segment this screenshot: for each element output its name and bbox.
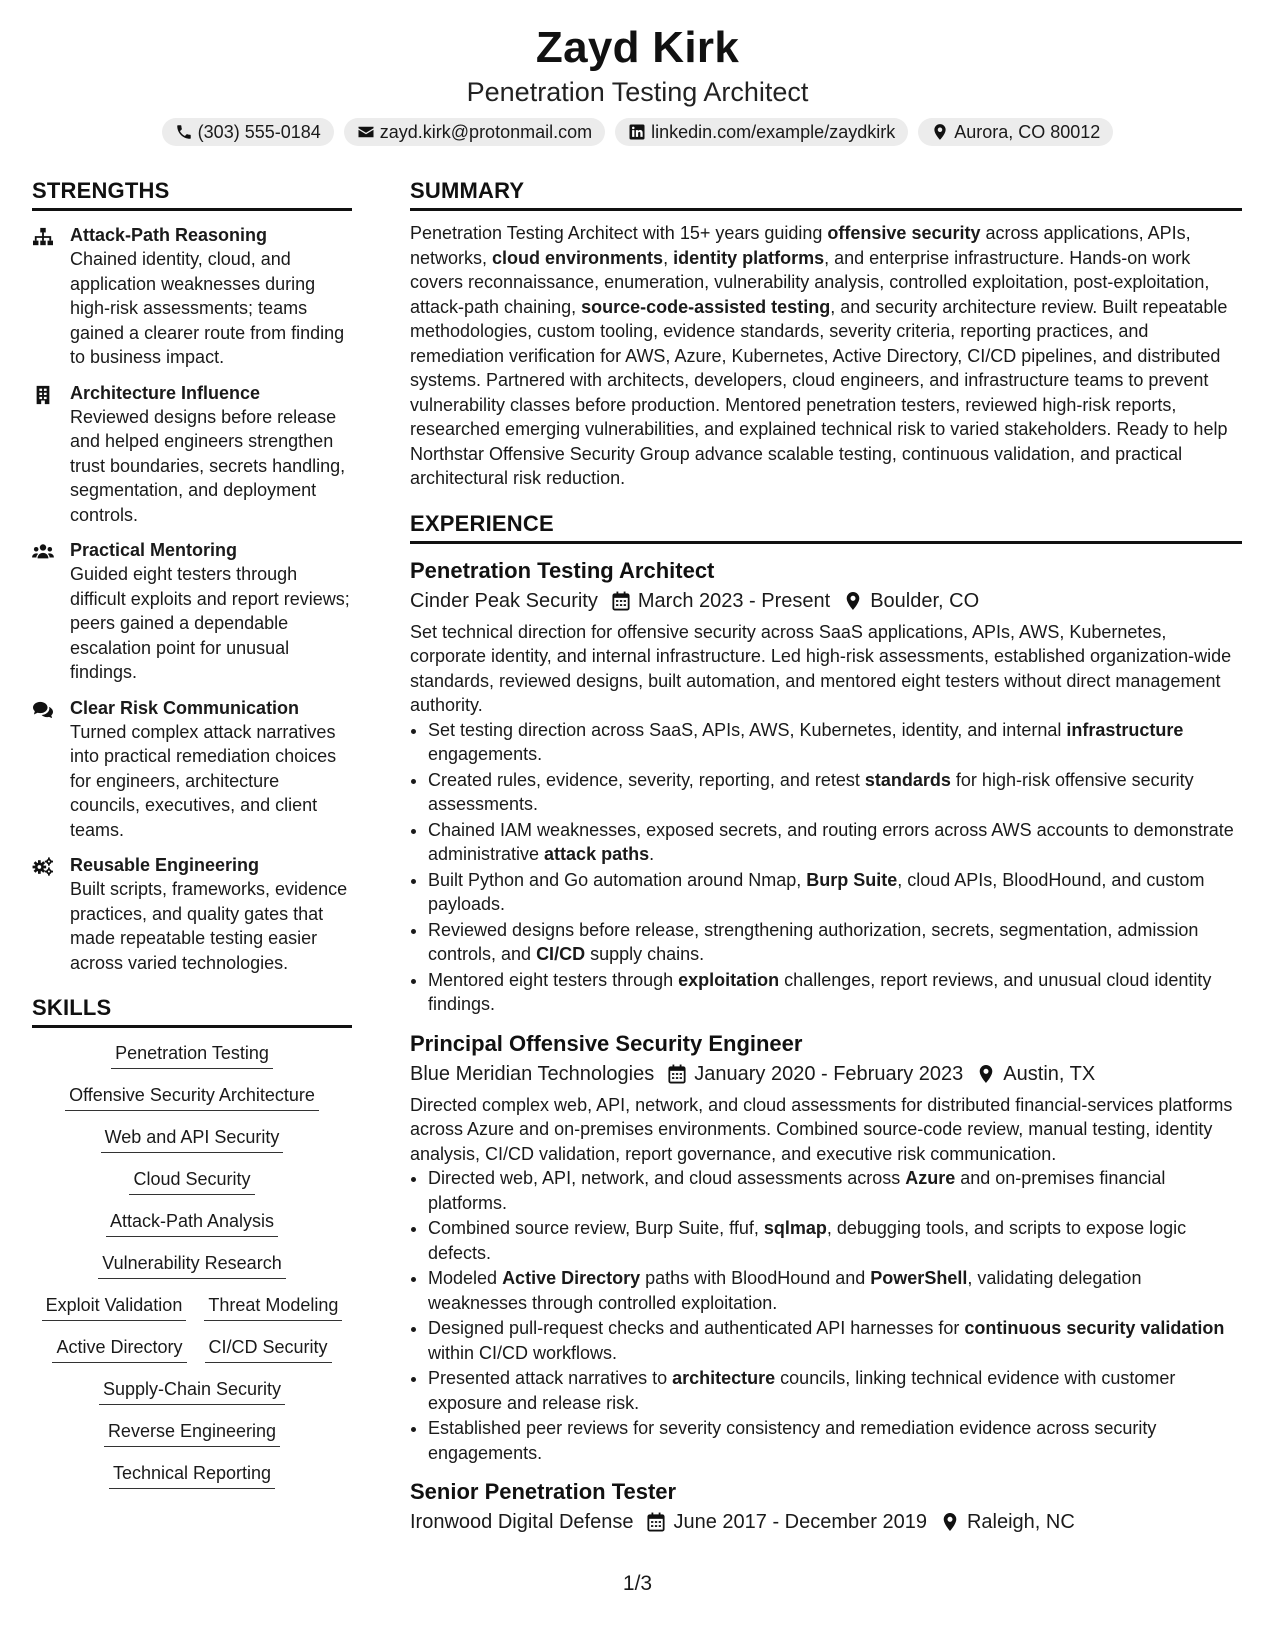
bullet-text: within CI/CD workflows. xyxy=(428,1342,618,1363)
job-location: Boulder, CO xyxy=(870,589,980,612)
summary-heading: SUMMARY xyxy=(410,176,1242,211)
bullet-item xyxy=(428,1416,1242,1465)
summary-text: Penetration Testing Architect with 15+ years guiding xyxy=(410,223,828,243)
skills-list xyxy=(32,1040,352,1489)
job-company: Blue Meridian Technologies xyxy=(410,1062,655,1085)
summary-section xyxy=(410,176,1242,491)
bullet-bold: attack paths xyxy=(544,844,650,864)
skill-row xyxy=(32,1208,352,1237)
skill-tag: Active Directory xyxy=(52,1334,186,1363)
skill-row xyxy=(32,1460,352,1489)
bullet-bold: Azure xyxy=(905,1168,956,1188)
job-entry xyxy=(410,1477,1242,1537)
bullet-text: Established peer reviews for severity consistency and remediation evidence across security engagements. xyxy=(428,1418,1157,1463)
bullet-bold: standards xyxy=(864,769,951,790)
bullet-bold: architecture xyxy=(672,1368,776,1388)
summary-text: , and security architecture review. Built repeatable methodologies, custom tooling, evidence standards, severity criteria, reporting practices, and remediation verification for AWS, Azure, Kubernetes, Active Directory, CI/CD pipelines, and distributed systems. Partnered with architects, developers, cloud engineers, and infrastructure teams to prevent vulnerability classes before production. Mentored penetration testers, reviewed high-risk reports, researched emerging vulnerabilities, and explained technical risk to varied stakeholders. Ready to help Northstar Offensive Security Group advance scalable testing, continuous validation, and practical architectural risk reduction. xyxy=(410,296,1228,488)
skill-row xyxy=(32,1040,352,1069)
page-number: 1/3 xyxy=(622,1572,653,1595)
bullet-text: councils, linking technical evidence with customer exposure and release risk. xyxy=(428,1368,1176,1413)
strength-item xyxy=(32,381,352,528)
strength-description: Reviewed designs before release and helped engineers strengthen trust boundaries, secrets handling, segmentation, and deployment controls. xyxy=(70,406,346,525)
comments-icon xyxy=(32,696,70,843)
bullet-text: for high-risk offensive security assessments. xyxy=(428,769,1194,814)
map-pin-icon xyxy=(963,1064,1003,1084)
bullet-text: engagements. xyxy=(428,744,543,764)
bullet-text: Reviewed designs before release, strengthening authorization, secrets, segmentation, admission controls, and xyxy=(428,919,1199,964)
calendar-icon xyxy=(598,591,638,611)
bullet-bold: continuous security validation xyxy=(964,1318,1225,1338)
contact-email-text: zayd.kirk@protonmail.com xyxy=(379,122,593,142)
job-description: Set technical direction for offensive security across SaaS applications, APIs, AWS, Kubernetes, corporate identity, and internal infrastructure. Led high-risk assessments, established organization-wide standards, reviewed designs, built automation, and mentored eight testers without direct management authority. xyxy=(410,621,1232,715)
strength-description: Turned complex attack narratives into practical remediation choices for engineers, architecture councils, executives, and client teams. xyxy=(70,721,337,840)
bullet-item xyxy=(428,868,1242,917)
map-pin-icon xyxy=(830,591,870,611)
linkedin-icon xyxy=(628,123,646,141)
strength-item xyxy=(32,696,352,843)
strength-description: Guided eight testers through difficult exploits and report reviews; peers gained a dependable escalation point for unusual findings. xyxy=(70,564,350,682)
summary-text xyxy=(410,221,1242,491)
job-dates: March 2023 - Present xyxy=(637,589,831,612)
bullet-bold: exploitation xyxy=(678,969,780,990)
skill-row xyxy=(32,1292,352,1321)
bullet-bold: Burp Suite xyxy=(806,869,898,890)
summary-bold: offensive security xyxy=(827,223,981,243)
skill-tag: Supply-Chain Security xyxy=(99,1376,285,1405)
job-title: Senior Penetration Tester xyxy=(410,1479,677,1504)
job-list xyxy=(410,556,1242,1538)
bullet-item xyxy=(428,1216,1242,1265)
bullet-text: Designed pull-request checks and authenticated API harnesses for xyxy=(428,1318,965,1338)
job-dates: January 2020 - February 2023 xyxy=(694,1062,964,1085)
sitemap-icon xyxy=(32,223,70,370)
envelope-icon xyxy=(357,123,375,141)
strength-title: Practical Mentoring xyxy=(70,540,238,560)
left-column xyxy=(32,176,352,1502)
bullet-text: , validating delegation weaknesses through controlled exploitation. xyxy=(428,1268,1142,1313)
summary-bold: cloud environments xyxy=(492,247,664,268)
contact-email[interactable] xyxy=(344,118,605,146)
candidate-title: Penetration Testing Architect xyxy=(466,77,809,107)
gears-icon xyxy=(32,853,70,975)
bullet-item xyxy=(428,1316,1242,1365)
map-pin-icon xyxy=(931,123,949,141)
phone-icon xyxy=(175,123,193,141)
calendar-icon xyxy=(654,1064,694,1084)
bullet-text: and on-premises financial platforms. xyxy=(428,1168,1166,1213)
skill-row xyxy=(32,1418,352,1447)
resume-header xyxy=(0,0,1275,146)
strength-item xyxy=(32,538,352,685)
bullet-item xyxy=(428,1266,1242,1315)
bullet-text: challenges, report reviews, and unusual cloud identity findings. xyxy=(428,969,1212,1014)
skill-row xyxy=(32,1376,352,1405)
job-bullets xyxy=(410,718,1242,1017)
skill-tag: CI/CD Security xyxy=(205,1334,332,1363)
contact-location[interactable] xyxy=(918,118,1113,146)
strength-item xyxy=(32,853,352,975)
strengths-section xyxy=(32,176,352,975)
bullet-text: . xyxy=(649,844,655,864)
skill-tag: Threat Modeling xyxy=(204,1292,342,1321)
skill-tag: Technical Reporting xyxy=(109,1460,275,1489)
contact-phone-text: (303) 555-0184 xyxy=(197,122,321,142)
summary-text: across applications, APIs, networks, xyxy=(410,223,1191,268)
contact-linkedin-text: linkedin.com/example/zaydkirk xyxy=(651,122,896,142)
skill-row xyxy=(32,1334,352,1363)
summary-text: , and enterprise infrastructure. Hands-on work covers reconnaissance, enumeration, vulnerability analysis, controlled exploitation, post-exploitation, attack-path chaining, xyxy=(410,247,1210,317)
contact-phone[interactable] xyxy=(162,118,334,146)
strengths-heading: STRENGTHS xyxy=(32,176,352,211)
contact-location-text: Aurora, CO 80012 xyxy=(954,122,1101,142)
skill-tag: Attack-Path Analysis xyxy=(106,1208,278,1237)
map-pin-icon xyxy=(927,1512,967,1532)
job-entry xyxy=(410,556,1242,1017)
skill-tag: Exploit Validation xyxy=(42,1292,187,1321)
bullet-item xyxy=(428,1166,1242,1215)
job-bullets xyxy=(410,1166,1242,1465)
job-location: Austin, TX xyxy=(1003,1062,1096,1085)
summary-bold: source-code-assisted testing xyxy=(581,296,831,317)
bullet-text: Modeled xyxy=(428,1268,503,1288)
job-title: Penetration Testing Architect xyxy=(410,557,715,583)
contact-bar xyxy=(0,118,1275,146)
right-column xyxy=(410,176,1242,1549)
strength-description: Chained identity, cloud, and application weaknesses during high-risk assessments; teams gained a clearer route from finding to business impact. xyxy=(70,249,345,367)
strength-title: Attack-Path Reasoning xyxy=(70,225,268,245)
strength-description: Built scripts, frameworks, evidence practices, and quality gates that made repeatable testing easier across varied technologies. xyxy=(70,879,348,973)
bullet-bold: CI/CD xyxy=(536,944,586,964)
job-location: Raleigh, NC xyxy=(966,1511,1075,1533)
job-meta xyxy=(410,586,1242,616)
bullet-text: Presented attack narratives to xyxy=(428,1368,673,1388)
strength-title: Reusable Engineering xyxy=(70,855,260,875)
skill-row xyxy=(32,1082,352,1111)
users-icon xyxy=(32,538,70,685)
strength-title: Clear Risk Communication xyxy=(70,697,300,718)
building-icon xyxy=(32,381,70,528)
skills-section xyxy=(32,993,352,1489)
strength-item xyxy=(32,223,352,370)
skill-row xyxy=(32,1124,352,1153)
skills-heading: SKILLS xyxy=(32,993,352,1028)
bullet-item xyxy=(428,768,1242,817)
job-entry xyxy=(410,1029,1242,1466)
skill-tag: Cloud Security xyxy=(129,1166,254,1195)
bullet-item xyxy=(428,818,1242,867)
experience-section xyxy=(410,509,1242,1538)
bullet-text: Mentored eight testers through xyxy=(428,969,679,990)
skill-tag: Reverse Engineering xyxy=(104,1418,280,1447)
bullet-text: Directed web, API, network, and cloud assessments across xyxy=(428,1168,906,1188)
skill-tag: Vulnerability Research xyxy=(98,1250,285,1279)
candidate-name: Zayd Kirk xyxy=(535,23,740,72)
bullet-item xyxy=(428,968,1242,1017)
job-meta xyxy=(410,1059,1242,1089)
bullet-item xyxy=(428,1366,1242,1415)
summary-text: , xyxy=(663,247,674,268)
strength-title: Architecture Influence xyxy=(70,382,261,403)
job-dates: June 2017 - December 2019 xyxy=(673,1511,927,1533)
bullet-text: Chained IAM weaknesses, exposed secrets, and routing errors across AWS accounts to demonstrate administrative xyxy=(428,819,1234,864)
bullet-text: Combined source review, Burp Suite, ffuf, xyxy=(428,1218,764,1238)
bullet-text: Set testing direction across SaaS, APIs, AWS, Kubernetes, identity, and internal xyxy=(428,719,1067,740)
bullet-bold: sqlmap xyxy=(763,1218,827,1238)
bullet-text: Created rules, evidence, severity, reporting, and retest xyxy=(428,769,865,790)
summary-bold: identity platforms xyxy=(673,247,825,268)
skill-row xyxy=(32,1250,352,1279)
calendar-icon xyxy=(633,1512,673,1532)
bullet-item xyxy=(428,718,1242,767)
job-description: Directed complex web, API, network, and cloud assessments for distributed financial-services platforms across Azure and on-premises environments. Combined source-code review, manual testing, identity analysis, CI/CD validation, report governance, and executive risk communication. xyxy=(410,1094,1233,1164)
bullet-bold: PowerShell xyxy=(870,1268,968,1288)
bullet-text: supply chains. xyxy=(585,944,705,964)
bullet-bold: infrastructure xyxy=(1066,719,1184,740)
contact-linkedin[interactable] xyxy=(615,118,908,146)
job-meta xyxy=(410,1507,1242,1537)
experience-heading: EXPERIENCE xyxy=(410,509,1242,544)
bullet-item xyxy=(428,918,1242,967)
skill-row xyxy=(32,1166,352,1195)
bullet-bold: Active Directory xyxy=(502,1268,641,1288)
job-company: Cinder Peak Security xyxy=(410,589,598,612)
bullet-text: paths with BloodHound and xyxy=(640,1268,871,1288)
skill-tag: Web and API Security xyxy=(101,1124,284,1153)
job-title: Principal Offensive Security Engineer xyxy=(410,1030,803,1056)
skill-tag: Offensive Security Architecture xyxy=(65,1082,319,1111)
bullet-text: , cloud APIs, BloodHound, and custom payloads. xyxy=(428,869,1205,914)
bullet-text: Built Python and Go automation around Nmap, xyxy=(428,869,807,890)
job-company: Ironwood Digital Defense xyxy=(410,1511,634,1533)
bullet-text: , debugging tools, and scripts to expose logic defects. xyxy=(428,1218,1187,1263)
skill-tag: Penetration Testing xyxy=(111,1040,273,1069)
